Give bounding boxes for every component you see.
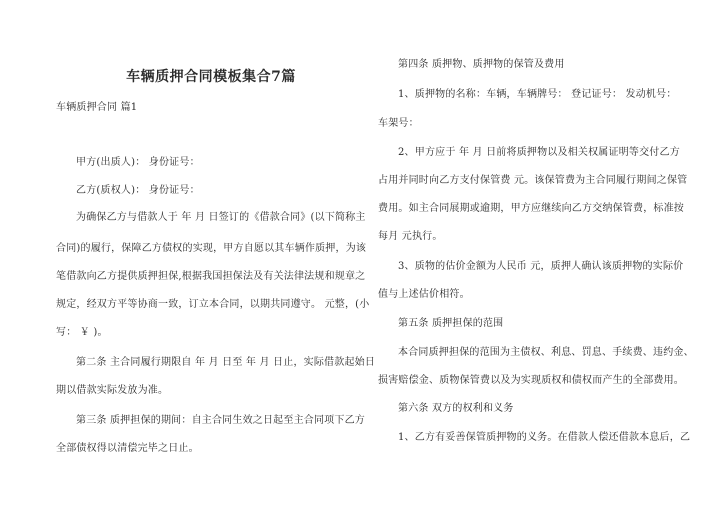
article-5-line-2: 损害赔偿金、质物保管费以及为实现质权和债权而产生的全部费用。 bbox=[378, 375, 684, 386]
article-5-line-1: 本合同质押担保的范围为主债权、利息、罚息、手续费、违约金、 bbox=[398, 347, 694, 358]
article-4-title: 第四条 质押物、质押物的保管及费用 bbox=[398, 59, 565, 70]
section-subtitle: 车辆质押合同 篇1 bbox=[56, 102, 138, 113]
article-3-line-1: 第三条 质押担保的期间：自主合同生效之日起至主合同项下乙方 bbox=[76, 415, 365, 426]
party-a-line: 甲方(出质人)： 身份证号： bbox=[76, 157, 200, 168]
article-3-line-2: 全部债权得以清偿完毕之日止。 bbox=[56, 443, 199, 454]
article-2-line-1: 第二条 主合同履行期限自 年 月 日至 年 月 日止，实际借款起始日 bbox=[76, 357, 376, 368]
item-2-line-1: 2、甲方应于 年 月 日前将质押物以及相关权属证明等交付乙方 bbox=[398, 147, 680, 158]
article-6-title: 第六条 双方的权利和义务 bbox=[398, 403, 514, 414]
preamble-line-2: 合同)的履行，保障乙方债权的实现，甲方自愿以其车辆作质押，为该 bbox=[56, 243, 367, 254]
article-6-line-1: 1、乙方有妥善保管质押物的义务。在借款人偿还借款本息后，乙 bbox=[398, 432, 691, 443]
item-3-line-2: 值与上述估价相符。 bbox=[378, 289, 470, 300]
item-3-line-1: 3、质物的估价金额为人民币 元，质押人确认该质押物的实际价 bbox=[398, 261, 684, 272]
party-b-line: 乙方(质权人)： 身份证号： bbox=[76, 185, 200, 196]
preamble-line-3: 笔借款向乙方提供质押担保,根据我国担保法及有关法律法规和规章之 bbox=[56, 271, 366, 282]
document-title: 车辆质押合同模板集合7篇 bbox=[126, 69, 296, 85]
article-2-line-2: 期以借款实际发放为准。 bbox=[56, 385, 169, 396]
preamble-line-5: 写： ￥ )。 bbox=[56, 327, 108, 338]
item-2-line-2: 占用并同时向乙方支付保管费 元。该保管费为主合同履行期间之保管 bbox=[378, 175, 688, 186]
preamble-line-1: 为确保乙方与借款人于 年 月 日签订的《借款合同》(以下简称主 bbox=[76, 212, 366, 223]
item-2-line-4: 每月 元执行。 bbox=[378, 231, 443, 242]
item-1-line-2: 车架号： bbox=[378, 118, 419, 129]
item-2-line-3: 费用。如主合同展期或逾期，甲方应继续向乙方交纳保管费，标准按 bbox=[378, 203, 684, 214]
article-5-title: 第五条 质押担保的范围 bbox=[398, 318, 504, 329]
item-1-line-1: 1、质押物的名称：车辆，车辆牌号： 登记证号： 发动机号： bbox=[398, 89, 677, 100]
preamble-line-4: 规定，经双方平等协商一致，订立本合同，以期共同遵守。 元整，(小 bbox=[56, 299, 370, 310]
